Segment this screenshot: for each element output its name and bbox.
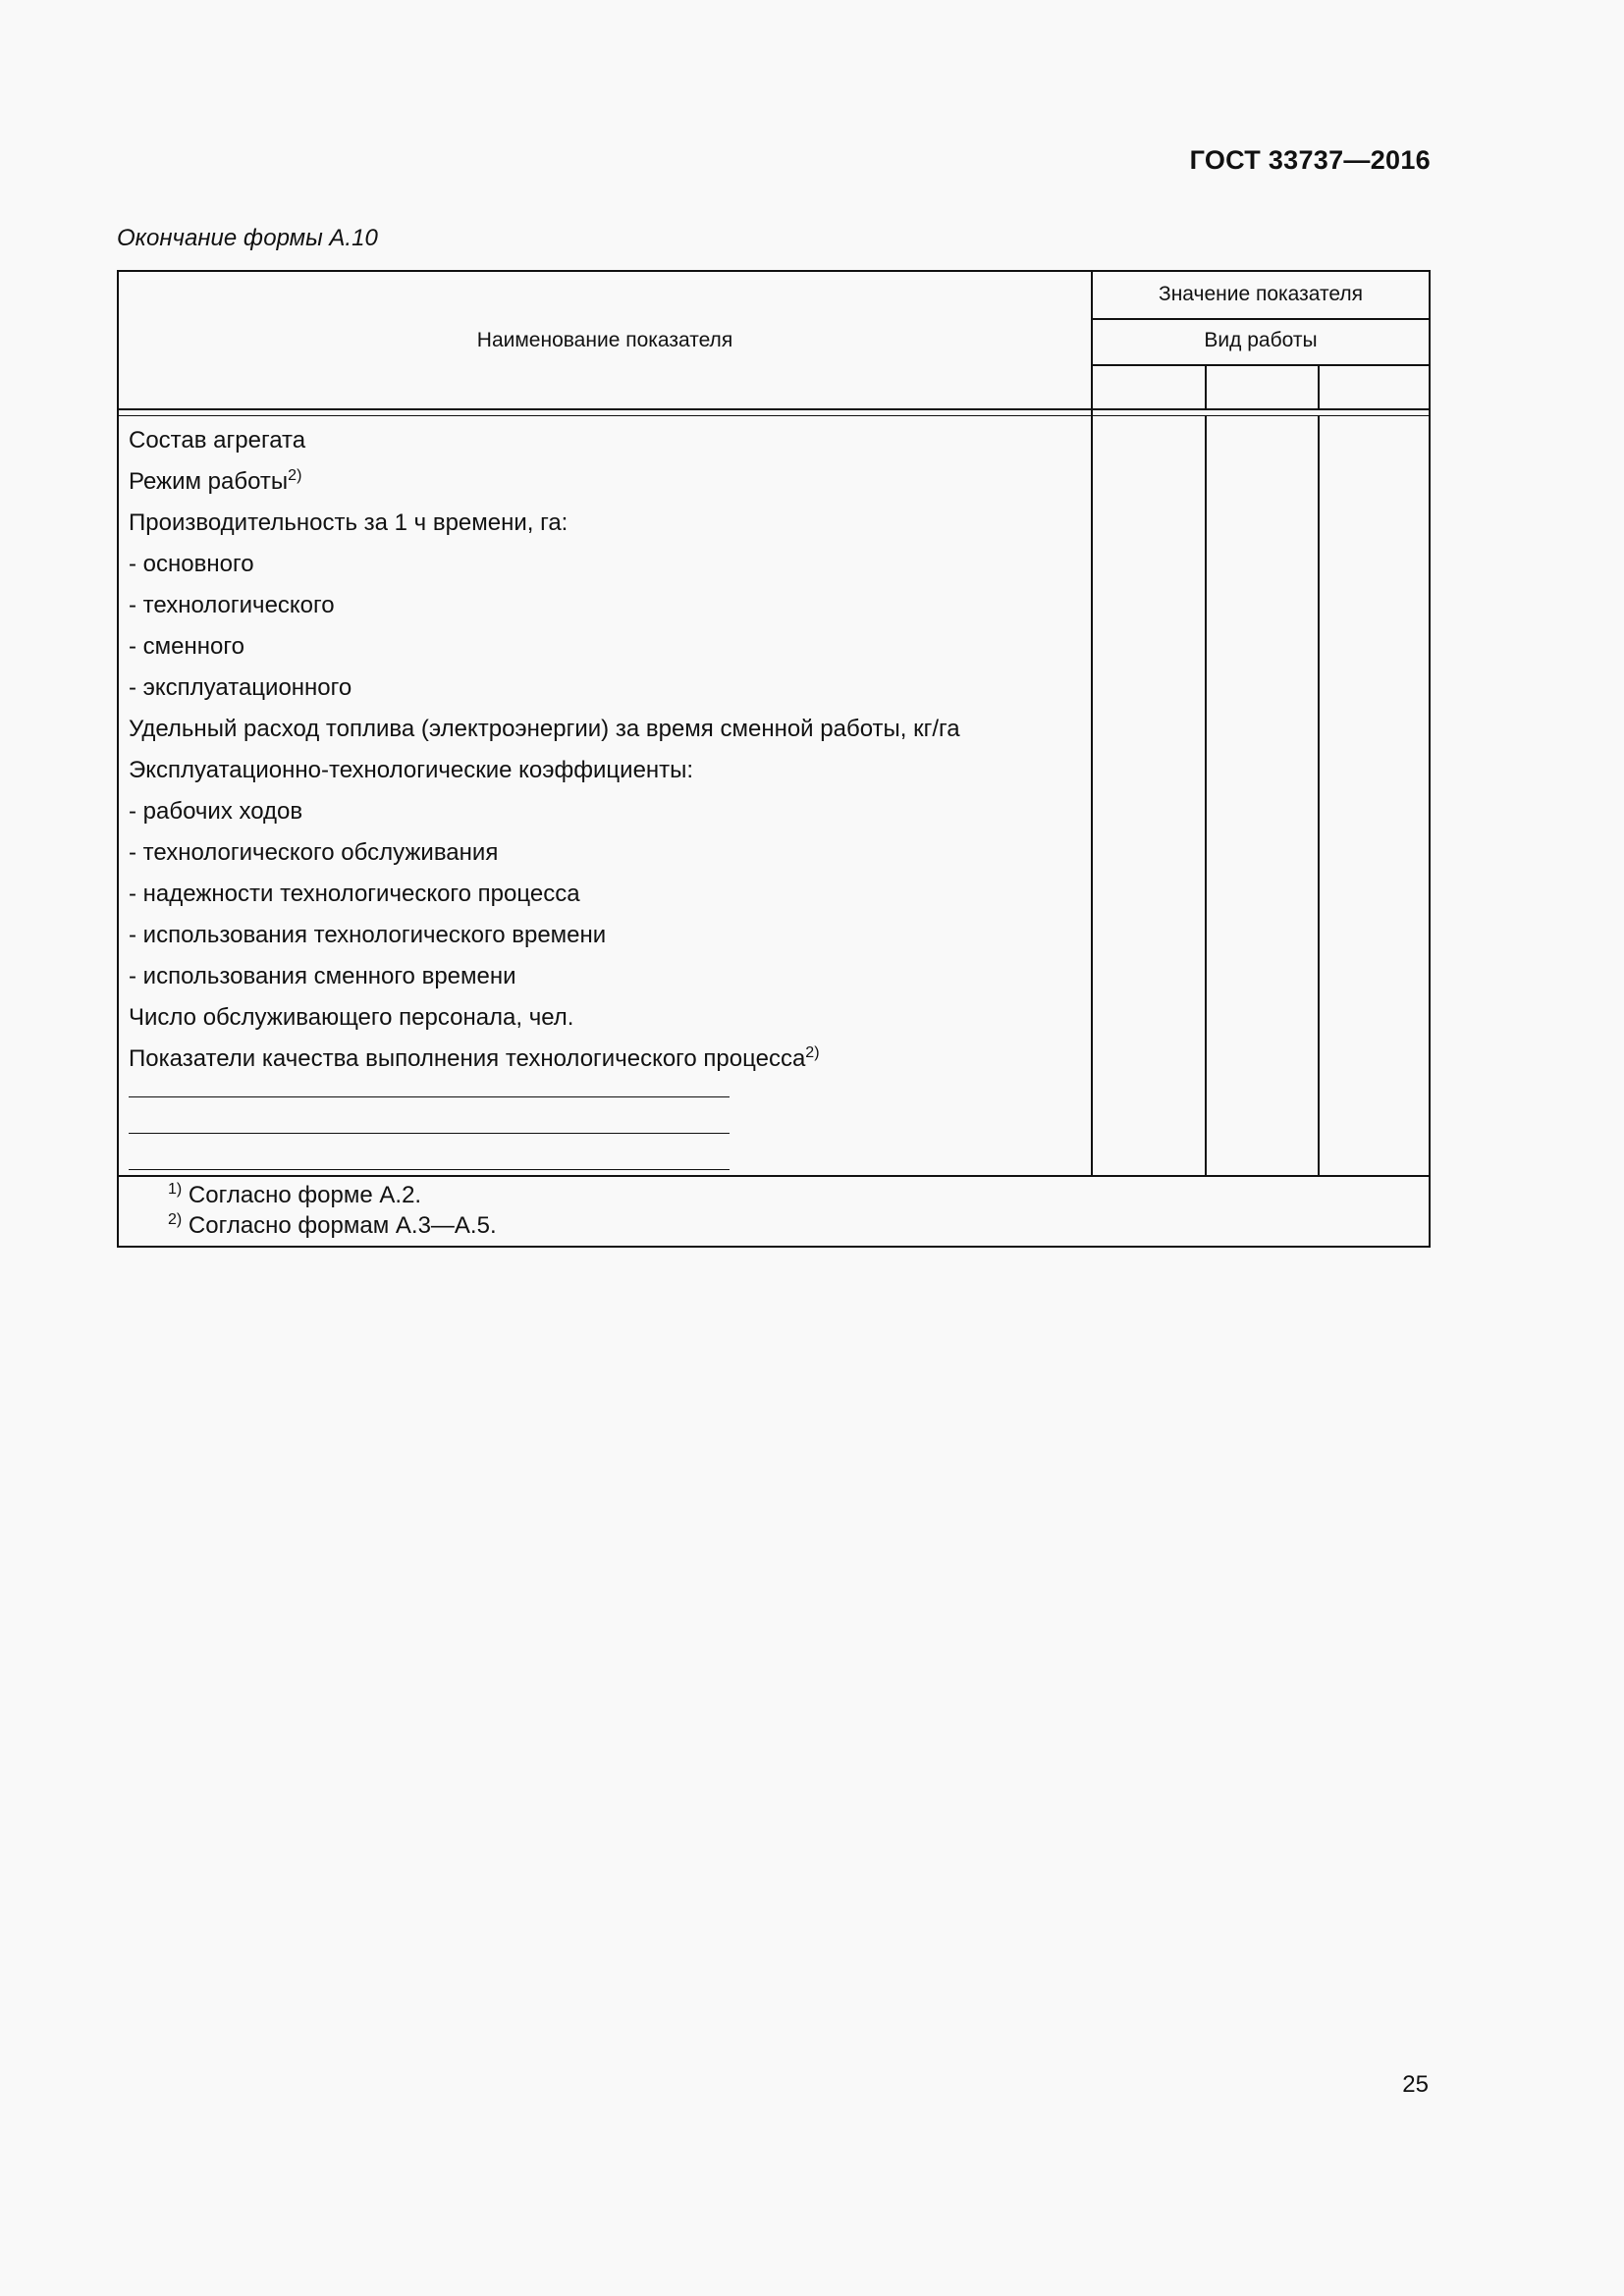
indicator-list bbox=[129, 420, 1110, 1080]
header-work-type: Вид работы bbox=[1204, 329, 1318, 351]
table-row: - рабочих ходов bbox=[129, 798, 303, 825]
table-row: - надежности технологического процесса bbox=[129, 881, 580, 907]
table-row: Эксплуатационно-технологические коэффициенты: bbox=[129, 757, 694, 783]
table-row: - технологического bbox=[129, 592, 335, 618]
table-row: - эксплуатационного bbox=[129, 674, 352, 701]
indicator-table bbox=[117, 270, 1431, 1248]
table-row: - технологического обслуживания bbox=[129, 839, 499, 866]
header-bottom-line-1 bbox=[119, 408, 1429, 410]
column-divider-value-2-body bbox=[1318, 416, 1320, 1177]
table-row: Удельный расход топлива (электроэнергии) за время сменной работы, кг/га bbox=[129, 716, 960, 742]
footnote-separator bbox=[119, 1175, 1429, 1177]
blank-fill-line bbox=[129, 1169, 730, 1170]
footnote: $^{1)}$ Согласно форме А.2. bbox=[168, 1181, 422, 1208]
footnote-ref: 2) bbox=[288, 467, 302, 484]
table-row: - использования сменного времени bbox=[129, 963, 516, 989]
table-row: - основного bbox=[129, 551, 254, 577]
column-divider-value-1-body bbox=[1205, 416, 1207, 1177]
table-row: Число обслуживающего персонала, чел. bbox=[129, 1004, 574, 1031]
footnotes bbox=[168, 1180, 497, 1241]
header-indicator-value: Значение показателя bbox=[1159, 283, 1363, 305]
blank-fill-line bbox=[129, 1133, 730, 1134]
table-row: Режим работы$^{2)}$ bbox=[129, 467, 302, 495]
table-row: - использования технологического времени bbox=[129, 922, 607, 948]
header-indicator-name: Наименование показателя bbox=[476, 329, 733, 351]
header-divider-work-type bbox=[1091, 364, 1429, 366]
footnote-ref: 2) bbox=[805, 1044, 820, 1061]
header-divider-value-group bbox=[1091, 318, 1429, 320]
table-row: Показатели качества выполнения технологического процесса$^{2)}$ bbox=[129, 1044, 820, 1072]
footnote: $^{2)}$ Согласно формам А.3—А.5. bbox=[168, 1211, 497, 1239]
form-caption: Окончание формы А.10 bbox=[117, 225, 378, 251]
document-code: ГОСТ 33737—2016 bbox=[1189, 145, 1431, 175]
table-row: Состав агрегата bbox=[129, 427, 306, 454]
header-bottom-line-2 bbox=[119, 415, 1429, 416]
blank-fill-line bbox=[129, 1096, 730, 1097]
table-row: - сменного bbox=[129, 633, 244, 660]
column-divider-value-1 bbox=[1205, 364, 1207, 409]
table-row: Производительность за 1 ч времени, га: bbox=[129, 509, 568, 536]
page-number: 25 bbox=[1402, 2071, 1429, 2098]
column-divider-value-2 bbox=[1318, 364, 1320, 409]
